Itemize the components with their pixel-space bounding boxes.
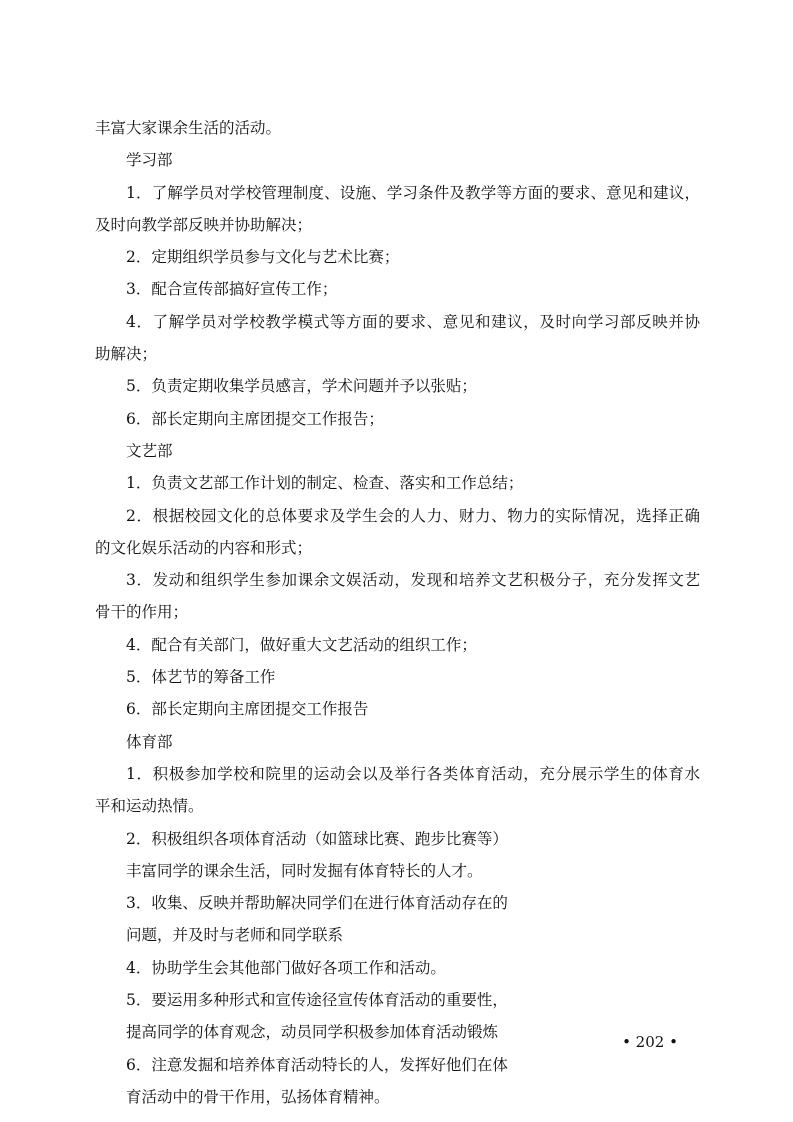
section-heading-study: 学习部: [126, 151, 173, 170]
text-line: 1．了解学员对学校管理制度、设施、学习条件及教学等方面的要求、意见和建议，: [126, 183, 700, 202]
text-line: 及时向教学部反映并协助解决；: [95, 215, 313, 234]
text-line: 2．积极组织各项体育活动（如篮球比赛、跑步比赛等）: [126, 829, 508, 848]
text-line: 问题，并及时与老师和同学联系: [126, 926, 344, 945]
text-line: 育活动中的骨干作用，弘扬体育精神。: [126, 1087, 390, 1106]
text-line: 5．要运用多种形式和宣传途径宣传体育活动的重要性，: [126, 991, 508, 1010]
text-line: 4．配合有关部门，做好重大文艺活动的组织工作；: [126, 635, 477, 654]
text-line: 2．根据校园文化的总体要求及学生会的人力、财力、物力的实际情况，选择正确: [126, 506, 700, 525]
text-line: 3．配合宣传部搞好宣传工作；: [126, 280, 338, 299]
text-line: 3．收集、反映并帮助解决同学们在进行体育活动存在的: [126, 894, 508, 913]
text-line: 1．积极参加学校和院里的运动会以及举行各类体育活动，充分展示学生的体育水: [126, 764, 700, 783]
text-line: 1．负责文艺部工作计划的制定、检查、落实和工作总结；: [126, 474, 524, 493]
section-heading-arts: 文艺部: [126, 441, 173, 460]
text-line: 2．定期组织学员参与文化与艺术比赛；: [126, 248, 400, 267]
text-line: 5．负责定期收集学员感言，学术问题并予以张贴；: [126, 377, 477, 396]
text-line: 4．协助学生会其他部门做好各项工作和活动。: [126, 958, 446, 977]
text-line: 丰富同学的课余生活，同时发掘有体育特长的人才。: [126, 861, 483, 880]
text-line: 6．部长定期向主席团提交工作报告；: [126, 409, 384, 428]
text-line: 4．了解学员对学校教学模式等方面的要求、意见和建议，及时向学习部反映并协: [126, 312, 700, 331]
page-body: [95, 112, 700, 1113]
text-line: 的文化娱乐活动的内容和形式；: [95, 538, 313, 557]
text-line: 6．部长定期向主席团提交工作报告: [126, 700, 369, 719]
text-line: 6．注意发掘和培养体育活动特长的人，发挥好他们在体: [126, 1055, 508, 1074]
section-heading-sports: 体育部: [126, 732, 173, 751]
text-line: 骨干的作用；: [95, 603, 189, 622]
text-line: 平和运动热情。: [95, 797, 204, 816]
text-line: 5．体艺节的筹备工作: [126, 668, 276, 687]
text-line: 丰富大家课余生活的活动。: [95, 119, 282, 137]
text-line: 提高同学的体育观念，动员同学积极参加体育活动锻炼: [126, 1023, 499, 1042]
text-line: 3．发动和组织学生参加课余文娱活动，发现和培养文艺积极分子，充分发挥文艺: [126, 571, 700, 590]
text-line: 助解决；: [95, 345, 158, 364]
page-number: • 202 •: [622, 1033, 678, 1051]
